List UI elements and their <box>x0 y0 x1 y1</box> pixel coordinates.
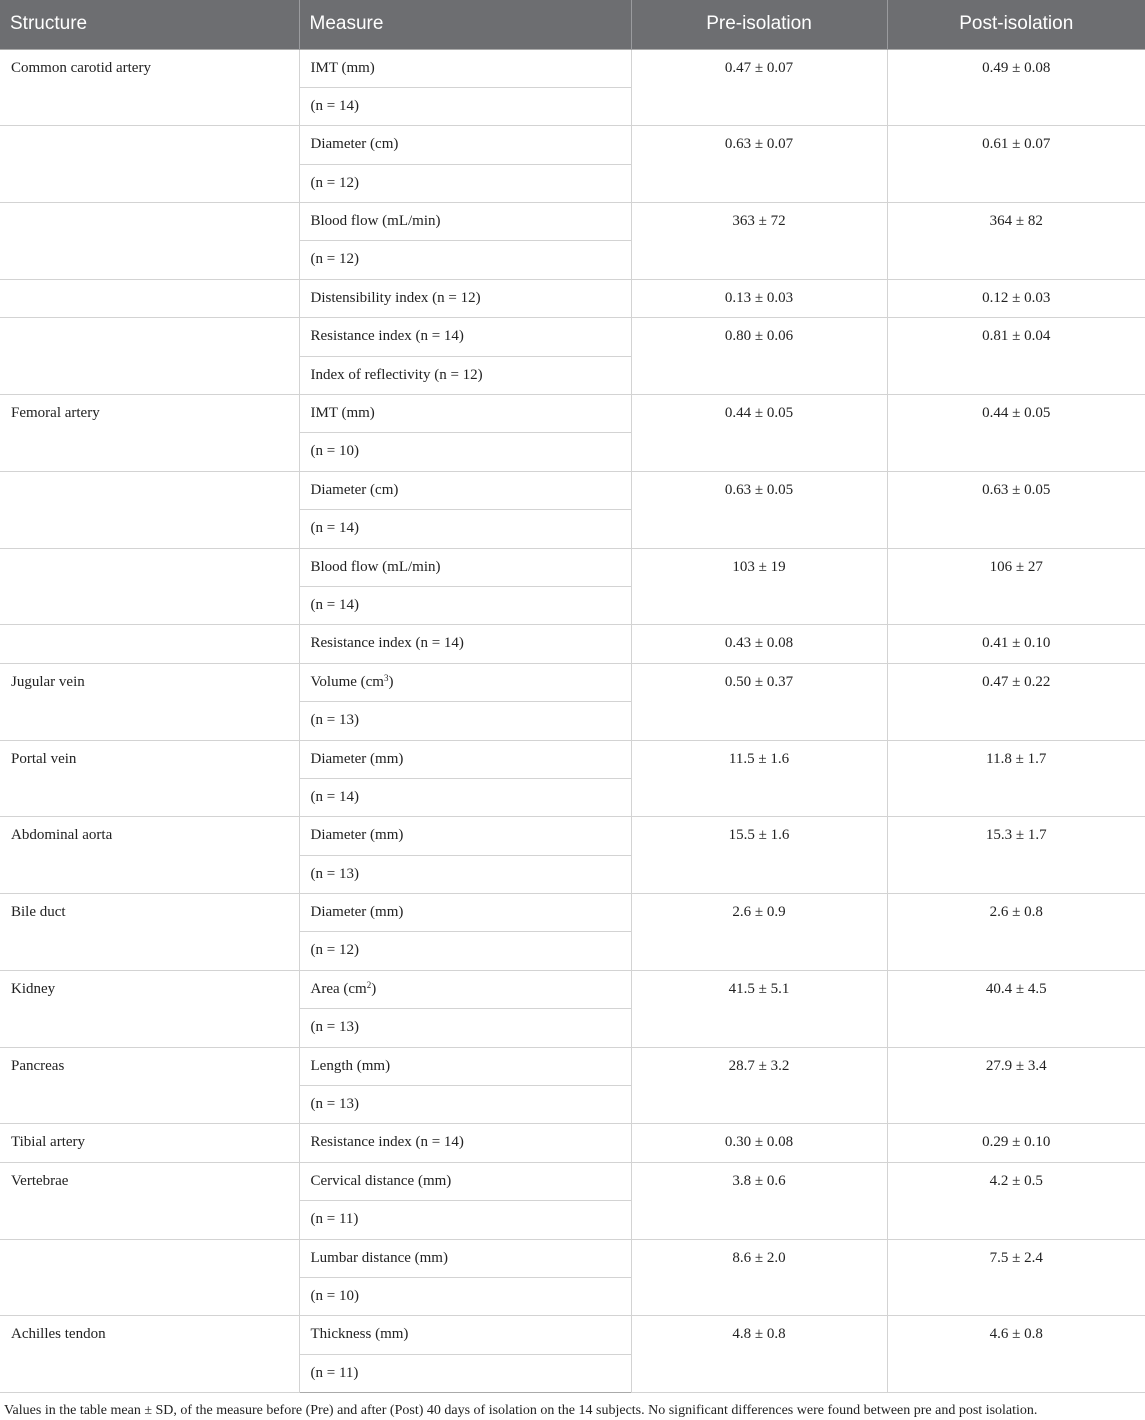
cell-structure <box>0 625 299 663</box>
cell-pre-isolation: 0.30 ± 0.08 <box>631 1124 887 1162</box>
cell-measure: Diameter (cm) <box>299 471 631 509</box>
cell-post-isolation: 0.47 ± 0.22 <box>887 663 1145 740</box>
table-row <box>0 970 1145 1008</box>
cell-measure: Thickness (mm) <box>299 1316 631 1354</box>
cell-measure: Diameter (mm) <box>299 740 631 778</box>
cell-measure: (n = 10) <box>299 433 631 471</box>
cell-pre-isolation: 0.47 ± 0.07 <box>631 49 887 126</box>
cell-pre-isolation: 28.7 ± 3.2 <box>631 1047 887 1124</box>
cell-post-isolation: 11.8 ± 1.7 <box>887 740 1145 817</box>
cell-structure: Jugular vein <box>0 663 299 740</box>
table-row <box>0 1316 1145 1354</box>
cell-post-isolation: 27.9 ± 3.4 <box>887 1047 1145 1124</box>
cell-structure <box>0 548 299 625</box>
cell-measure: Resistance index (n = 14) <box>299 318 631 356</box>
table-row <box>0 894 1145 932</box>
cell-measure: (n = 12) <box>299 164 631 202</box>
cell-measure: (n = 12) <box>299 241 631 279</box>
cell-pre-isolation: 4.8 ± 0.8 <box>631 1316 887 1393</box>
cell-pre-isolation: 0.44 ± 0.05 <box>631 395 887 472</box>
cell-pre-isolation: 2.6 ± 0.9 <box>631 894 887 971</box>
header-structure: Structure <box>0 0 299 49</box>
cell-pre-isolation: 8.6 ± 2.0 <box>631 1239 887 1316</box>
cell-structure <box>0 279 299 317</box>
table-row <box>0 1239 1145 1277</box>
measure-text-tail: ) <box>388 673 394 690</box>
cell-measure: (n = 11) <box>299 1354 631 1392</box>
table-row <box>0 1162 1145 1200</box>
header-row <box>0 0 1145 49</box>
cell-measure: Length (mm) <box>299 1047 631 1085</box>
cell-post-isolation: 40.4 ± 4.5 <box>887 970 1145 1047</box>
cell-measure <box>299 970 631 1008</box>
cell-post-isolation: 0.44 ± 0.05 <box>887 395 1145 472</box>
table-row <box>0 1047 1145 1085</box>
cell-post-isolation: 0.61 ± 0.07 <box>887 126 1145 203</box>
cell-measure: Index of reflectivity (n = 12) <box>299 356 631 394</box>
cell-post-isolation: 4.2 ± 0.5 <box>887 1162 1145 1239</box>
cell-structure <box>0 126 299 203</box>
cell-pre-isolation: 3.8 ± 0.6 <box>631 1162 887 1239</box>
header-measure: Measure <box>299 0 631 49</box>
cell-structure <box>0 203 299 280</box>
cell-pre-isolation: 0.80 ± 0.06 <box>631 318 887 395</box>
table-row <box>0 1124 1145 1162</box>
cell-post-isolation: 7.5 ± 2.4 <box>887 1239 1145 1316</box>
table-row <box>0 471 1145 509</box>
cell-measure: (n = 14) <box>299 778 631 816</box>
cell-measure: Blood flow (mL/min) <box>299 203 631 241</box>
cell-measure: Blood flow (mL/min) <box>299 548 631 586</box>
cell-post-isolation: 106 ± 27 <box>887 548 1145 625</box>
cell-structure: Vertebrae <box>0 1162 299 1239</box>
table-row <box>0 318 1145 356</box>
cell-measure: IMT (mm) <box>299 49 631 87</box>
cell-post-isolation: 364 ± 82 <box>887 203 1145 280</box>
cell-pre-isolation: 103 ± 19 <box>631 548 887 625</box>
cell-measure <box>299 663 631 701</box>
cell-structure: Portal vein <box>0 740 299 817</box>
cell-pre-isolation: 0.13 ± 0.03 <box>631 279 887 317</box>
table-row <box>0 663 1145 701</box>
cell-measure: (n = 14) <box>299 87 631 125</box>
cell-structure: Kidney <box>0 970 299 1047</box>
table-body <box>0 49 1145 1393</box>
cell-measure: IMT (mm) <box>299 395 631 433</box>
cell-measure: (n = 13) <box>299 855 631 893</box>
cell-pre-isolation: 0.63 ± 0.07 <box>631 126 887 203</box>
cell-post-isolation: 0.49 ± 0.08 <box>887 49 1145 126</box>
cell-measure: (n = 13) <box>299 702 631 740</box>
cell-measure: (n = 14) <box>299 586 631 624</box>
table-row <box>0 548 1145 586</box>
cell-measure: Lumbar distance (mm) <box>299 1239 631 1277</box>
cell-structure: Femoral artery <box>0 395 299 472</box>
cell-post-isolation: 0.41 ± 0.10 <box>887 625 1145 663</box>
cell-measure: (n = 12) <box>299 932 631 970</box>
cell-post-isolation: 4.6 ± 0.8 <box>887 1316 1145 1393</box>
measure-text-tail: ) <box>371 980 377 997</box>
cell-post-isolation: 0.63 ± 0.05 <box>887 471 1145 548</box>
cell-measure: (n = 13) <box>299 1086 631 1124</box>
cell-measure: Diameter (cm) <box>299 126 631 164</box>
cell-post-isolation: 15.3 ± 1.7 <box>887 817 1145 894</box>
table-row <box>0 126 1145 164</box>
table-header <box>0 0 1145 49</box>
header-post-isolation: Post-isolation <box>887 0 1145 49</box>
cell-structure: Tibial artery <box>0 1124 299 1162</box>
cell-measure: Diameter (mm) <box>299 817 631 855</box>
cell-measure: Diameter (mm) <box>299 894 631 932</box>
cell-structure: Pancreas <box>0 1047 299 1124</box>
cell-measure: (n = 14) <box>299 510 631 548</box>
cell-post-isolation: 0.29 ± 0.10 <box>887 1124 1145 1162</box>
cell-measure: Cervical distance (mm) <box>299 1162 631 1200</box>
table-row <box>0 817 1145 855</box>
table-row <box>0 203 1145 241</box>
cell-structure: Abdominal aorta <box>0 817 299 894</box>
table-row <box>0 49 1145 87</box>
cell-structure <box>0 1239 299 1316</box>
cell-post-isolation: 2.6 ± 0.8 <box>887 894 1145 971</box>
cell-pre-isolation: 363 ± 72 <box>631 203 887 280</box>
cell-measure: (n = 11) <box>299 1201 631 1239</box>
table-row <box>0 625 1145 663</box>
cell-structure: Achilles tendon <box>0 1316 299 1393</box>
cell-pre-isolation: 0.63 ± 0.05 <box>631 471 887 548</box>
table-row <box>0 395 1145 433</box>
table-footnote: Values in the table mean ± SD, of the measure before (Pre) and after (Post) 40 days of isolation on the 14 subjects. No significant differences were found between pre and post isolation. <box>4 1403 1038 1418</box>
cell-measure: Resistance index (n = 14) <box>299 625 631 663</box>
cell-structure: Common carotid artery <box>0 49 299 126</box>
cell-structure <box>0 318 299 395</box>
cell-structure: Bile duct <box>0 894 299 971</box>
cell-measure: (n = 13) <box>299 1009 631 1047</box>
cell-measure: Resistance index (n = 14) <box>299 1124 631 1162</box>
measure-unit-exponent: 2 <box>366 979 372 990</box>
table-row <box>0 279 1145 317</box>
measure-unit-exponent: 3 <box>383 672 389 683</box>
header-pre-isolation: Pre-isolation <box>631 0 887 49</box>
measure-text: Area (cm <box>310 980 367 997</box>
cell-measure: Distensibility index (n = 12) <box>299 279 631 317</box>
cell-pre-isolation: 0.43 ± 0.08 <box>631 625 887 663</box>
cell-post-isolation: 0.12 ± 0.03 <box>887 279 1145 317</box>
cell-pre-isolation: 41.5 ± 5.1 <box>631 970 887 1047</box>
table-row <box>0 740 1145 778</box>
cell-pre-isolation: 0.50 ± 0.37 <box>631 663 887 740</box>
cell-measure: (n = 10) <box>299 1278 631 1316</box>
cell-structure <box>0 471 299 548</box>
cell-pre-isolation: 11.5 ± 1.6 <box>631 740 887 817</box>
measure-text: Volume (cm <box>310 673 384 690</box>
cell-pre-isolation: 15.5 ± 1.6 <box>631 817 887 894</box>
cell-post-isolation: 0.81 ± 0.04 <box>887 318 1145 395</box>
